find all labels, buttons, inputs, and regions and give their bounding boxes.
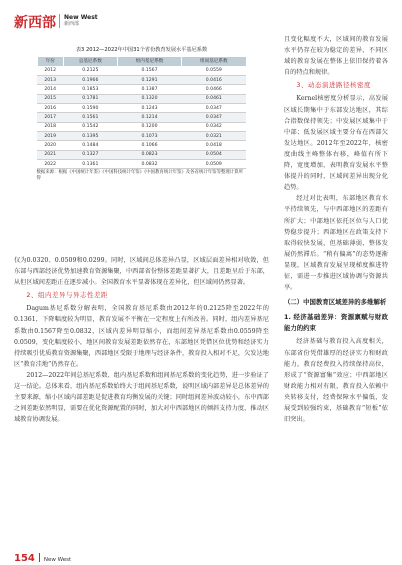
table-cell: 2013 — [37, 75, 63, 84]
brand-cn: 新西部 — [64, 21, 80, 27]
table-row — [37, 66, 246, 75]
table-row — [37, 159, 246, 168]
table-cell: 0.1291 — [117, 75, 181, 84]
table-row — [37, 150, 246, 159]
table-cell: 0.1561 — [63, 113, 117, 122]
table-cell: 0.1066 — [117, 141, 181, 150]
paragraph: Dagum基尼系数分解表明，全国教育基尼系数由2012年的0.2125降至2022年的0.1361，下降幅度较为明显，教育发展不平衡在一定程度上有所改善。同时，组内差异基尼系数由0.1567降至0.0832，区域内差异明显缩小，而组间差异基尼系数由0.0559降至0.0509，变化幅度较小，地区间教育发展差距依然存在，东部地区凭借区位优势和经济实力持续吸引优质教育资源集聚，西部地区受限于地理与经济条件，教育投入相对不足，欠发达地区“教育洼地”仍然存在。 — [14, 305, 269, 368]
paragraph: 且变化幅度不大，区域间的教育发展水平仍存在较为稳定的差异，不同区域的教育发展在整体上依旧保持着各自的特点和规律。 — [284, 36, 388, 77]
header — [14, 12, 134, 30]
table-block — [14, 44, 269, 182]
table-row — [37, 103, 246, 112]
table-cell: 2015 — [37, 94, 63, 103]
table-cell: 0.0559 — [182, 66, 246, 75]
table-note: 数据来源：根据《中国统计年鉴》《中国科技统计年鉴》《中国教育统计年鉴》及各省统计年鉴等整理计算所得 — [36, 170, 243, 182]
table-cell: 2012 — [37, 66, 63, 75]
table-cell: 2020 — [37, 141, 63, 150]
table-cell: 2018 — [37, 122, 63, 131]
column-header: 组内基尼系数 — [117, 57, 181, 67]
paragraph: 经济基础与教育投入高度相关，东部省份凭借雄厚的经济实力和财政能力，教育经费投入持续保持高位，形成了“资源富集”效应；中西部地区财政能力相对有限，教育投入依赖中央转移支付，经费保障水平偏低，发展受到较强约束，基础教育“短板”依旧突出。 — [284, 338, 388, 424]
table-cell: 0.0418 — [182, 141, 246, 150]
table-row — [37, 131, 246, 140]
table-cell: 0.1567 — [117, 66, 181, 75]
table-header-row — [37, 57, 246, 67]
table-cell: 0.1484 — [63, 141, 117, 150]
table-cell: 0.0347 — [182, 103, 246, 112]
subsection-heading: 1. 经济基础差异：资源禀赋与财政能力的约束 — [284, 313, 388, 333]
table-cell: 2017 — [37, 113, 63, 122]
table-cell: 2019 — [37, 131, 63, 140]
table-cell: 0.2125 — [63, 66, 117, 75]
subsection-heading: （二）中国教育区域差异的多维解析 — [284, 298, 387, 307]
section-heading: 2、组内差异与异志性差距 — [26, 291, 108, 300]
table-cell: 0.1966 — [63, 75, 117, 84]
table-cell: 0.1387 — [117, 85, 181, 94]
table-cell: 0.0823 — [117, 150, 181, 159]
table-cell: 2021 — [37, 150, 63, 159]
table-row — [37, 122, 246, 131]
footer-divider — [39, 553, 40, 562]
paragraph: 2012—2022年间总基尼系数、组内基尼系数和组间基尼系数的变化趋势，进一步验证了这一结论。总体来看，组内基尼系数始终大于组间基尼系数，说明区域内部差异是总体差异的主要来源，缩小区域内部差距是促进教育均衡发展的关键；同时组间差异波动较小，东中西部之间差距依然明显，需要在优化资源配置的同时，加大对中西部地区的倾斜支持力度，推动区域教育协调发展。 — [14, 371, 269, 424]
table-cell: 0.0321 — [182, 131, 246, 140]
logo: 新西部 — [14, 15, 56, 31]
brand-box — [59, 14, 98, 28]
paragraph: Kernel核密度分析显示，高发展区域长期集中于东部发达地区，其综合指数保持领先；中发展区域集中于中部；低发展区域主要分布在西部欠发达地区。2012年至2022年，核密度曲线主峰整体右移，峰值有所下降，宽度增加，表明教育发展水平整体提升的同时，区域间差异出现分化趋势。 — [284, 95, 388, 192]
section-heading: 3、动态演进路径核密度 — [296, 81, 371, 90]
table-cell: 0.1327 — [63, 150, 117, 159]
gini-table — [37, 56, 247, 169]
table-cell: 0.0832 — [117, 159, 181, 168]
left-column — [14, 255, 269, 425]
page-number: 154 — [14, 553, 35, 564]
table-cell: 0.1214 — [117, 113, 181, 122]
table-cell: 0.0509 — [182, 159, 246, 168]
paragraph: 经过对比表明，东部地区教育水平持续领先，与中西部地区的差距有所扩大；中部地区依托区位与人口优势稳步提升；西部地区在政策支持下取得较快发展，但基础薄弱，整体发展仍然滞后。“稍有偏离”的态势逐渐显现，区域教育发展呈现梯度推进特征，需进一步推进区域协调与资源共享。 — [284, 195, 388, 292]
table-cell: 0.1781 — [63, 94, 117, 103]
table-body — [37, 66, 246, 169]
table-cell: 0.1243 — [117, 103, 181, 112]
table-cell: 0.1200 — [117, 122, 181, 131]
column-header: 年份 — [37, 57, 63, 67]
table-row — [37, 75, 246, 84]
table-cell: 0.1320 — [117, 94, 181, 103]
column-header: 组间基尼系数 — [182, 57, 246, 67]
right-column — [284, 34, 388, 425]
table-cell: 0.0347 — [182, 113, 246, 122]
footer — [14, 546, 72, 564]
footer-brand: New West — [43, 557, 72, 563]
table-cell: 0.1853 — [63, 85, 117, 94]
table-cell: 0.0342 — [182, 122, 246, 131]
table-row — [37, 113, 246, 122]
table-caption: 表3 2012—2022年中国31个省份教育发展水平基尼系数 — [75, 47, 208, 53]
brand-en: New West — [64, 14, 98, 21]
table-cell: 2022 — [37, 159, 63, 168]
paragraph: 仅为0.0320、0.0509和0.0299。同时，区域间总体差异凸显，区域层面差异相对收敛，但东部与西部经济优势加速教育资源集聚，中西部省份整体差距显著扩大，且差距呈后于东部，从但区域间差距正在逐步减小。全国教育水平显著体现在差异化，但区域间仍然显著。 — [14, 257, 269, 287]
table-row — [37, 85, 246, 94]
table-cell: 0.0504 — [182, 150, 246, 159]
table-cell: 2016 — [37, 103, 63, 112]
table-cell: 0.0466 — [182, 85, 246, 94]
table-cell: 0.1395 — [63, 131, 117, 140]
table-cell: 0.1590 — [63, 103, 117, 112]
table-cell: 0.0416 — [182, 75, 246, 84]
table-row — [37, 94, 246, 103]
column-header: 总基尼系数 — [63, 57, 117, 67]
table-cell: 2014 — [37, 85, 63, 94]
table-cell: 0.1361 — [63, 159, 117, 168]
table-cell: 0.1542 — [63, 122, 117, 131]
table-cell: 0.1073 — [117, 131, 181, 140]
table-cell: 0.0461 — [182, 94, 246, 103]
table-row — [37, 141, 246, 150]
